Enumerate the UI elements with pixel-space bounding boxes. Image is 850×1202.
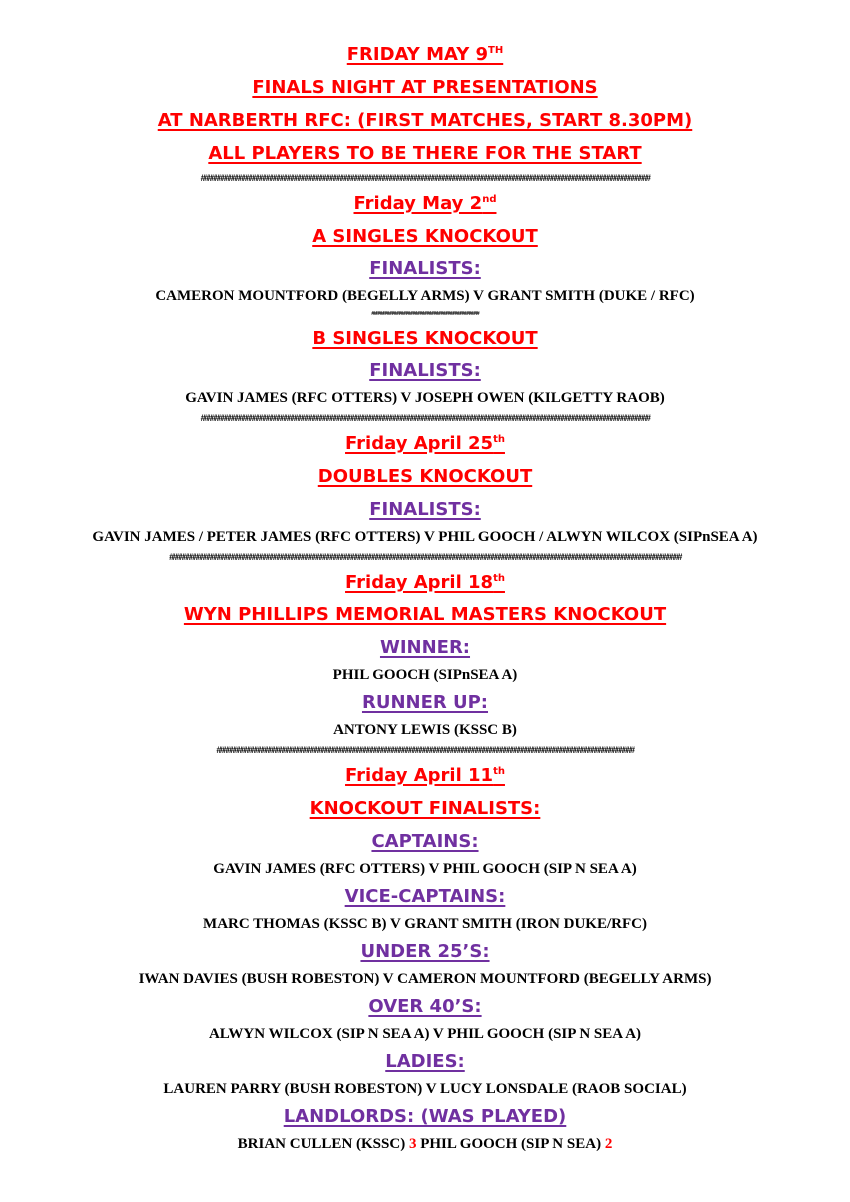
landlords-score-2: 2 <box>604 1136 613 1152</box>
landlords-player-1: BRIAN CULLEN (KSSC) <box>237 1136 406 1152</box>
apr11-date-suffix: th <box>493 766 505 777</box>
doubles-match: GAVIN JAMES / PETER JAMES (RFC OTTERS) V PHIL GOOCH / ALWYN WILCOX (SIPnSEA A) <box>92 529 758 545</box>
landlords-label: LANDLORDS: (WAS PLAYED) <box>283 1106 567 1127</box>
masters-runner-label: RUNNER UP: <box>361 692 489 713</box>
event-date-suffix: TH <box>488 45 504 56</box>
apr18-date-text: Friday April 18 <box>345 572 494 593</box>
separator-line: ################################################################################################################################################## <box>169 553 681 562</box>
masters-winner: PHIL GOOCH (SIPnSEA A) <box>332 667 518 683</box>
over-40-label: OVER 40’S: <box>368 996 482 1017</box>
captains-label: CAPTAINS: <box>371 831 479 852</box>
separator-line: ####################################################################################################################### <box>216 746 634 755</box>
captains-match: GAVIN JAMES (RFC OTTERS) V PHIL GOOCH (SIP N SEA A) <box>213 861 637 877</box>
doubles-finalists-label: FINALISTS: <box>369 499 481 520</box>
venue-heading: AT NARBERTH RFC: (FIRST MATCHES, START 8.30PM) <box>157 110 693 131</box>
event-date-text: FRIDAY MAY 9 <box>346 44 489 65</box>
apr18-date-suffix: th <box>493 573 505 584</box>
b-singles-finalists-label: FINALISTS: <box>369 360 481 381</box>
masters-runner: ANTONY LEWIS (KSSC B) <box>333 722 517 738</box>
under-25-match: IWAN DAVIES (BUSH ROBESTON) V CAMERON MOUNTFORD (BEGELLY ARMS) <box>138 971 712 987</box>
apr25-date-suffix: th <box>493 434 505 445</box>
b-singles-title: B SINGLES KNOCKOUT <box>312 328 538 349</box>
b-singles-match: GAVIN JAMES (RFC OTTERS) V JOSEPH OWEN (KILGETTY RAOB) <box>185 390 665 406</box>
landlords-result <box>0 1137 850 1152</box>
under-25-label: UNDER 25’S: <box>360 941 490 962</box>
may2-date-suffix: nd <box>482 194 497 205</box>
apr18-date-heading <box>0 574 850 592</box>
ladies-label: LADIES: <box>385 1051 465 1072</box>
event-date-heading <box>0 46 850 64</box>
vice-captains-match: MARC THOMAS (KSSC B) V GRANT SMITH (IRON DUKE/RFC) <box>203 916 647 932</box>
landlords-player-2: PHIL GOOCH (SIP N SEA) <box>420 1136 602 1152</box>
separator-line-short: ############################################## <box>371 311 479 317</box>
finals-night-heading: FINALS NIGHT AT PRESENTATIONS <box>252 77 598 98</box>
apr11-date-heading <box>0 767 850 785</box>
doubles-title: DOUBLES KNOCKOUT <box>317 466 533 487</box>
apr25-date-heading <box>0 435 850 453</box>
vice-captains-label: VICE-CAPTAINS: <box>344 886 506 907</box>
knockout-finalists-title: KNOCKOUT FINALISTS: <box>309 798 541 819</box>
may2-date-heading <box>0 195 850 213</box>
a-singles-title: A SINGLES KNOCKOUT <box>312 226 538 247</box>
masters-title: WYN PHILLIPS MEMORIAL MASTERS KNOCKOUT <box>183 604 667 625</box>
masters-winner-label: WINNER: <box>379 637 471 658</box>
apr25-date-text: Friday April 25 <box>345 433 494 454</box>
players-notice-heading: ALL PLAYERS TO BE THERE FOR THE START <box>208 143 642 164</box>
a-singles-finalists-label: FINALISTS: <box>369 258 481 279</box>
over-40-match: ALWYN WILCOX (SIP N SEA A) V PHIL GOOCH (SIP N SEA A) <box>208 1026 642 1042</box>
ladies-match: LAUREN PARRY (BUSH ROBESTON) V LUCY LONSDALE (RAOB SOCIAL) <box>163 1081 687 1097</box>
a-singles-match: CAMERON MOUNTFORD (BEGELLY ARMS) V GRANT SMITH (DUKE / RFC) <box>155 288 695 304</box>
may2-date-text: Friday May 2 <box>353 193 483 214</box>
apr11-date-text: Friday April 11 <box>345 765 494 786</box>
separator-line: ################################################################################################################################ <box>200 414 650 423</box>
separator-line: ################################################################################################################################ <box>200 174 650 183</box>
landlords-score-1: 3 <box>408 1136 417 1152</box>
